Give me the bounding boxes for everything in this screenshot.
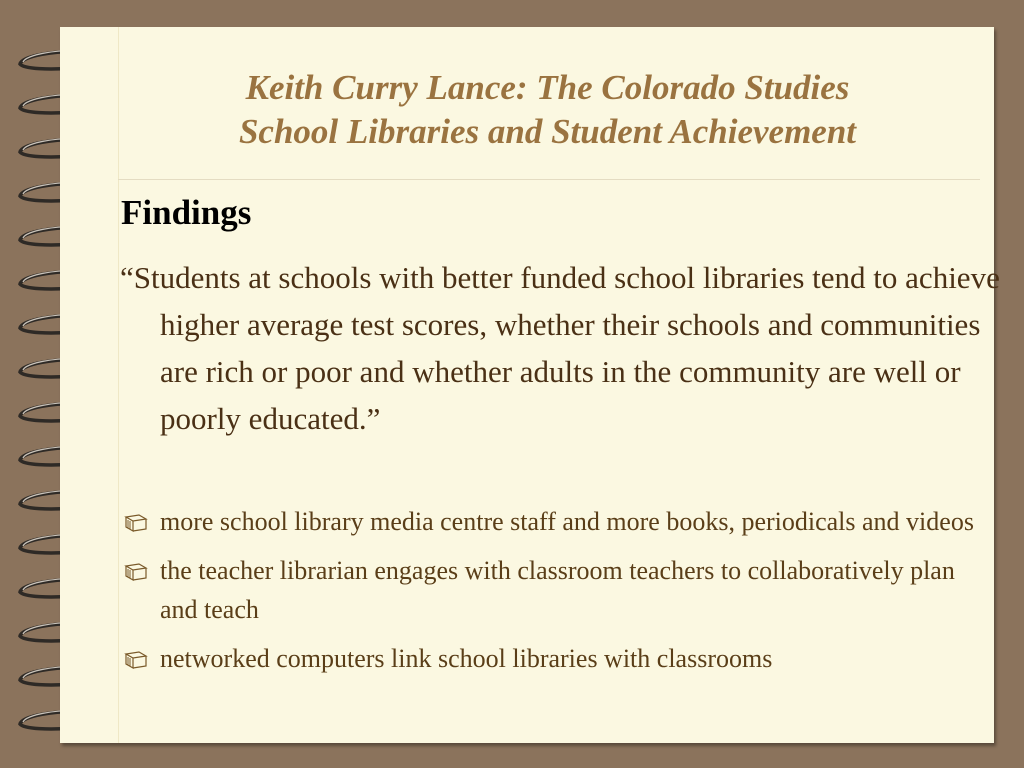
section-heading: Findings (121, 193, 252, 232)
book-bullet-icon (124, 511, 148, 533)
book-bullet-icon (124, 648, 148, 670)
findings-subpoints (120, 502, 982, 688)
subpoint-text: the teacher librarian engages with classroom teachers to collaboratively plan and teach (160, 556, 955, 624)
title-divider (118, 179, 980, 180)
subpoint-item (120, 502, 982, 541)
slide-title-line-2: School Libraries and Student Achievement (238, 112, 857, 151)
subpoint-item (120, 639, 982, 678)
findings-quote: “Students at schools with better funded school libraries tend to achieve higher average test scores, whether their schools and communities are rich or poor and whether adults in the community are well or poorly educated.” (120, 260, 1000, 436)
slide-title (110, 66, 985, 154)
subpoint-text: more school library media centre staff and more books, periodicals and videos (160, 507, 974, 536)
book-bullet-icon (124, 560, 148, 582)
subpoint-item (120, 551, 982, 629)
slide-title-line-1: Keith Curry Lance: The Colorado Studies (245, 68, 850, 107)
subpoint-text: networked computers link school libraries with classrooms (160, 644, 773, 673)
